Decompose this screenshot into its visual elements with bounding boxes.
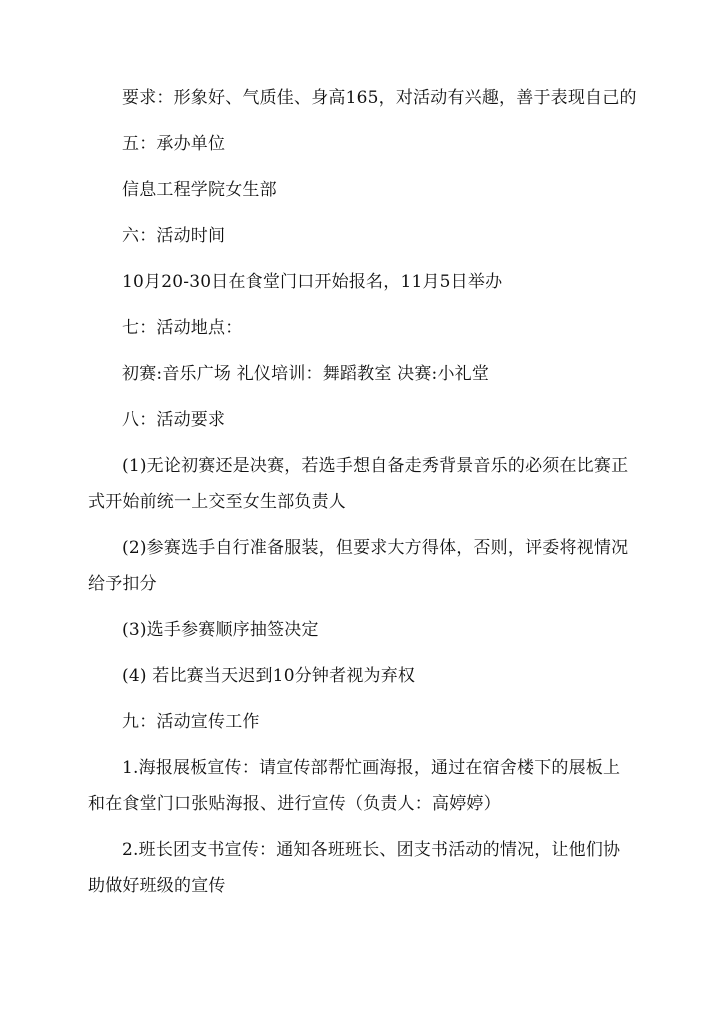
- requirement-1-line-1: (1)无论初赛还是决赛，若选手想自备走秀背景音乐的必须在比赛正: [122, 456, 629, 476]
- requirement-3: (3)选手参赛顺序抽签决定: [122, 620, 319, 640]
- promotion-2-line-1: 2.班长团支书宣传：通知各班班长、团支书活动的情况，让他们协: [122, 840, 621, 860]
- promotion-1-line-2: 和在食堂门口张贴海报、进行宣传（负责人：高婷婷）: [88, 794, 501, 814]
- section-heading-promotion: 九：活动宣传工作: [122, 712, 260, 732]
- promotion-2-line-2: 助做好班级的宣传: [88, 876, 226, 896]
- promotion-1-line-1: 1.海报展板宣传：请宣传部帮忙画海报，通过在宿舍楼下的展板上: [122, 758, 621, 778]
- organizer-name: 信息工程学院女生部: [122, 180, 277, 200]
- section-heading-requirements: 八：活动要求: [122, 410, 226, 430]
- requirement-2-line-2: 给予扣分: [88, 574, 157, 594]
- section-heading-time: 六：活动时间: [122, 226, 226, 246]
- requirement-line: 要求：形象好、气质佳、身高165，对活动有兴趣，善于表现自己的: [122, 88, 637, 108]
- section-heading-location: 七：活动地点：: [122, 318, 243, 338]
- requirement-2-line-1: (2)参赛选手自行准备服装，但要求大方得体，否则，评委将视情况: [122, 538, 629, 558]
- event-locations: 初赛:音乐广场 礼仪培训：舞蹈教室 决赛:小礼堂: [122, 364, 490, 384]
- requirement-1-line-2: 式开始前统一上交至女生部负责人: [88, 492, 346, 512]
- event-time: 10月20-30日在食堂门口开始报名，11月5日举办: [122, 272, 503, 292]
- section-heading-organizer: 五：承办单位: [122, 134, 226, 154]
- requirement-4: (4) 若比赛当天迟到10分钟者视为弃权: [122, 666, 416, 686]
